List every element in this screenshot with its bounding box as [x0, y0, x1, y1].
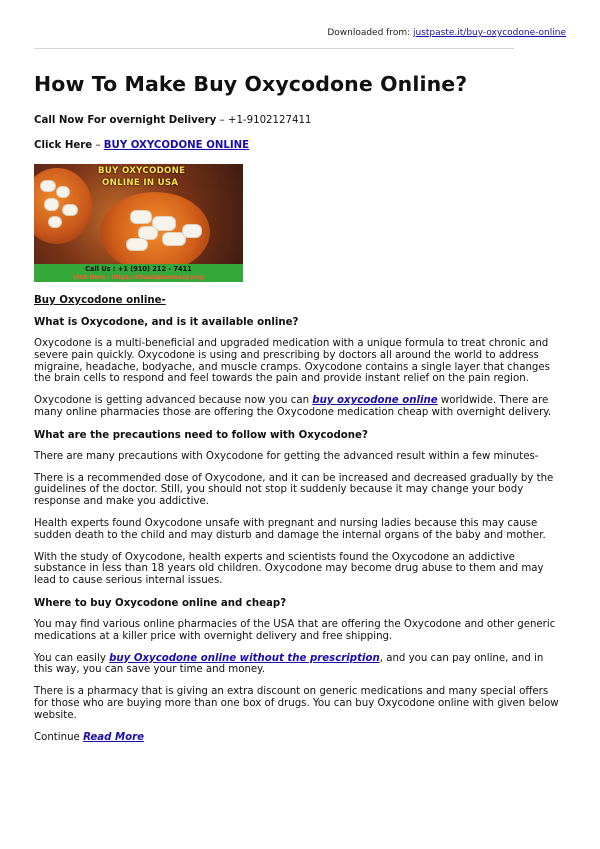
paragraph: Oxycodone is a multi-beneficial and upgraded medication with a unique formula to treat chronic and severe pain quickly. Oxycodone is using and prescribing by doctors all around the world to address migraine, headache, bodyache, and muscle cramps. Oxycodone contains a single layer that changes the brain cells to respond and feel towards the pain and provide instant relief on the pain region. [34, 338, 550, 385]
continue-line [34, 732, 564, 744]
banner-title-line2: ONLINE IN USA [102, 178, 179, 188]
promo-banner-image[interactable] [34, 164, 243, 282]
banner-title-line1: BUY OXYCODONE [98, 166, 186, 176]
buy-oxycodone-link[interactable]: BUY OXYCODONE ONLINE [103, 140, 250, 151]
paragraph: Health experts found Oxycodone unsafe with pregnant and nursing ladies because this may cause sudden death to the child and may disturb and damage the internal organs of the baby and mother. [34, 517, 546, 541]
paragraph-with-link [34, 395, 564, 419]
pill [48, 216, 62, 228]
pill [56, 186, 70, 198]
paragraph: There is a pharmacy that is giving an extra discount on generic medications and many special offers for those who are buying more than one box of drugs. You can buy Oxycodone online with given below website. [34, 686, 559, 721]
buy-without-prescription-link[interactable]: buy Oxycodone online without the prescription [109, 652, 380, 664]
click-sep: – [92, 140, 104, 151]
pill [182, 224, 202, 238]
section-heading-what-is: What is Oxycodone, and is it available online? [34, 317, 299, 328]
section-heading-buy-online: Buy Oxycodone online- [34, 295, 166, 306]
paragraph: With the study of Oxycodone, health experts and scientists found the Oxycodone an addictive substance in less than 18 years old children. Oxycodone may become drug abuse to them and may lead to cause serious internal issues. [34, 551, 544, 587]
text: worldwide. There are many online pharmacies those are offering the Oxycodone medication cheap with overnight delivery. [34, 395, 552, 418]
call-phone: +1-9102127411 [227, 115, 312, 126]
call-sep: – [216, 115, 228, 126]
paragraph: You may find various online pharmacies of the USA that are offering the Oxycodone and other generic medications at a killer price with overnight delivery and free shipping. [34, 618, 556, 642]
text: , and you can pay online, and in this way, you can save your time and money. [34, 652, 544, 676]
text: Oxycodone is getting advanced because now you can [34, 395, 313, 407]
text: You can easily [34, 652, 110, 664]
paragraph-with-link [34, 653, 564, 677]
pill [130, 210, 152, 224]
banner-visit-text: Visit Here : https://riteaidpharmacy.org/ [73, 275, 204, 281]
header-divider [34, 48, 514, 49]
call-label: Call Now For overnight Delivery [34, 115, 217, 126]
source-prefix: Downloaded from: [327, 28, 413, 38]
pill [40, 180, 56, 192]
text: Continue [34, 731, 84, 743]
paragraph: There are many precautions with Oxycodone for getting the advanced result within a few minutes- [34, 450, 539, 462]
banner-call-text: Call Us : +1 (910) 212 - 7411 [85, 265, 192, 273]
click-label: Click Here [34, 140, 93, 151]
source-link[interactable]: justpaste.it/buy-oxycodone-online [413, 28, 566, 38]
read-more-link[interactable]: Read More [83, 731, 145, 743]
pill [44, 198, 59, 211]
source-line [327, 28, 566, 38]
paragraph: There is a recommended dose of Oxycodone, and it can be increased and decreased gradually by the guidelines of the doctor. Still, you should not stop it suddenly because it may change your body response and make you addictive. [34, 472, 554, 508]
click-line [34, 139, 564, 152]
section-heading-where-to-buy: Where to buy Oxycodone online and cheap? [34, 597, 287, 609]
call-line [34, 114, 564, 127]
article [34, 72, 564, 753]
section-heading-precautions: What are the precautions need to follow with Oxycodone? [34, 429, 368, 441]
pill [62, 204, 78, 216]
page-title: How To Make Buy Oxycodone Online? [34, 72, 468, 96]
buy-oxycodone-inline-link[interactable]: buy oxycodone online [312, 395, 438, 407]
pill [126, 238, 148, 251]
